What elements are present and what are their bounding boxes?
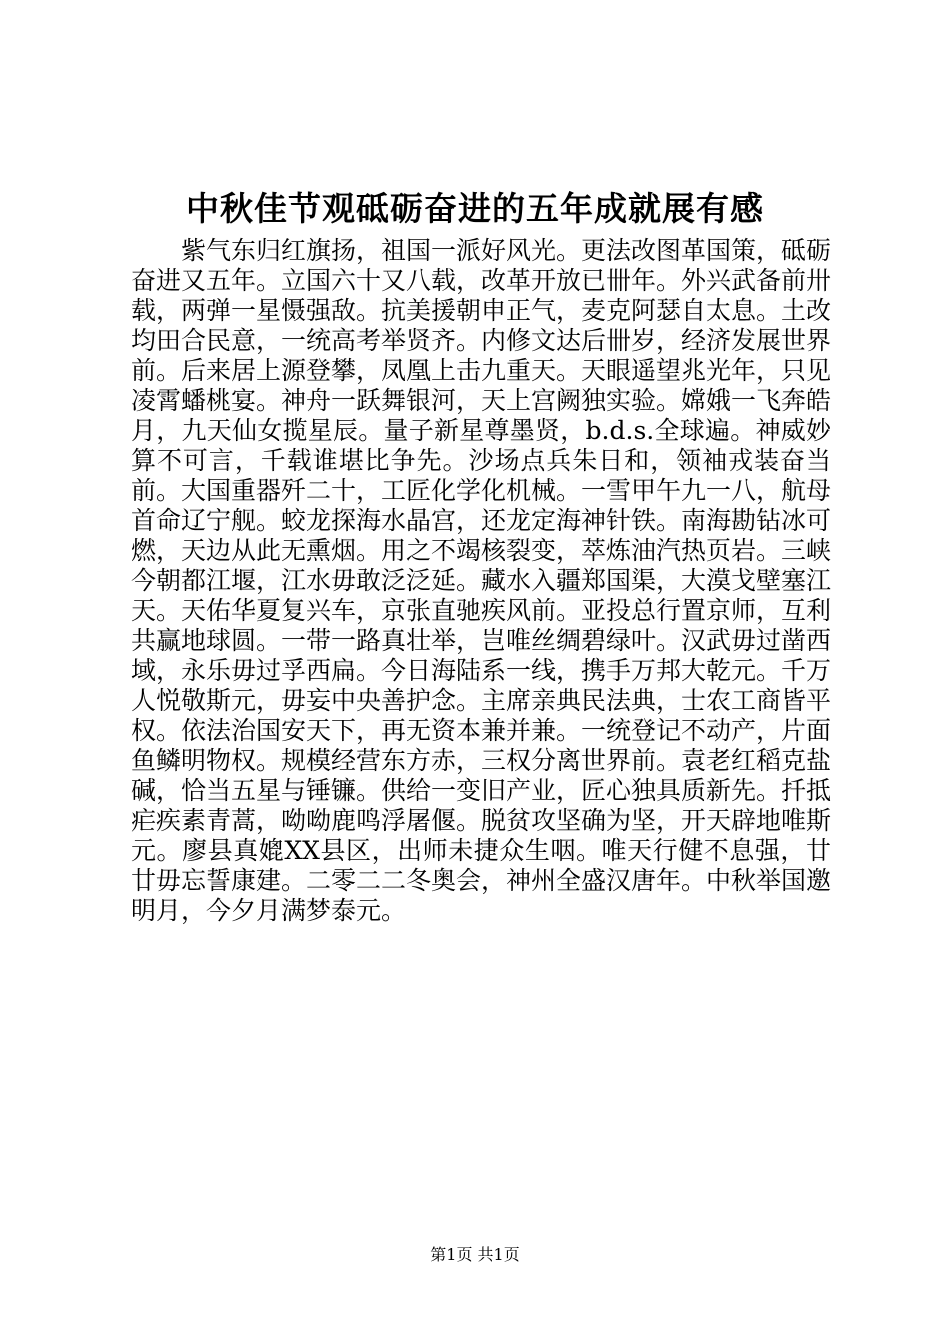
document-body-paragraph: 紫气东归红旗扬，祖国一派好风光。更法改图革国策，砥砺奋进又五年。立国六十又八载，改革开放已卌年。外兴武备前卅载，两弹一星慑强敌。抗美援朝申正气，麦克阿瑟自太息。土改均田合民意，一统高考举贤齐。内修文达后卌岁，经济发展世界前。后来居上源登攀，凤凰上击九重天。天眼遥望兆光年，只见凌霄蟠桃宴。神舟一跃舞银河，天上宫阙独实验。嫦娥一飞奔皓月，九天仙女揽星辰。量子新星尊墨贤，b.d.s.全球遍。神威妙算不可言，千载谁堪比争先。沙场点兵朱日和，领袖戎装奋当前。大国重器歼二十，工匠化学化机械。一雪甲午九一八，航母首命辽宁舰。蛟龙探海水晶宫，还龙定海神针铁。南海勘钻冰可燃，天边从此无熏烟。用之不竭核裂变，萃炼油汽热页岩。三峡今朝都江堰，江水毋敢泛泛延。藏水入疆郑国渠，大漠戈壁塞江天。天佑华夏复兴车，京张直驰疾风前。亚投总行置京师，互利共赢地球圆。一带一路真壮举，岂唯丝绸碧绿叶。汉武毋过凿西域，永乐毋过孚西扁。今日海陆系一线，携手万邦大乾元。千万人悦敬斯元，毋妄中央善护念。主席亲典民法典，士农工商皆平权。依法治国安天下，再无资本兼并兼。一统登记不动产，片面鱼鳞明物权。规模经营东方赤，三权分离世界前。袁老红稻克盐碱，恰当五星与锤镰。供给一变旧产业，匠心独具质新先。扦抵疟疾素青蒿，呦呦鹿鸣浮屠偃。脱贫攻坚确为坚，开天辟地唯斯元。廖县真媲XX县区，出师未捷众生咽。唯天行健不息强，廿廿毋忘誓康建。二零二二冬奥会，神州全盛汉唐年。中秋举国邀明月，今夕月满梦泰元。	[131, 236, 832, 925]
page-number-footer: 第1页 共1页	[430, 1245, 520, 1264]
document-title: 中秋佳节观砥砺奋进的五年成就展有感	[186, 189, 764, 228]
